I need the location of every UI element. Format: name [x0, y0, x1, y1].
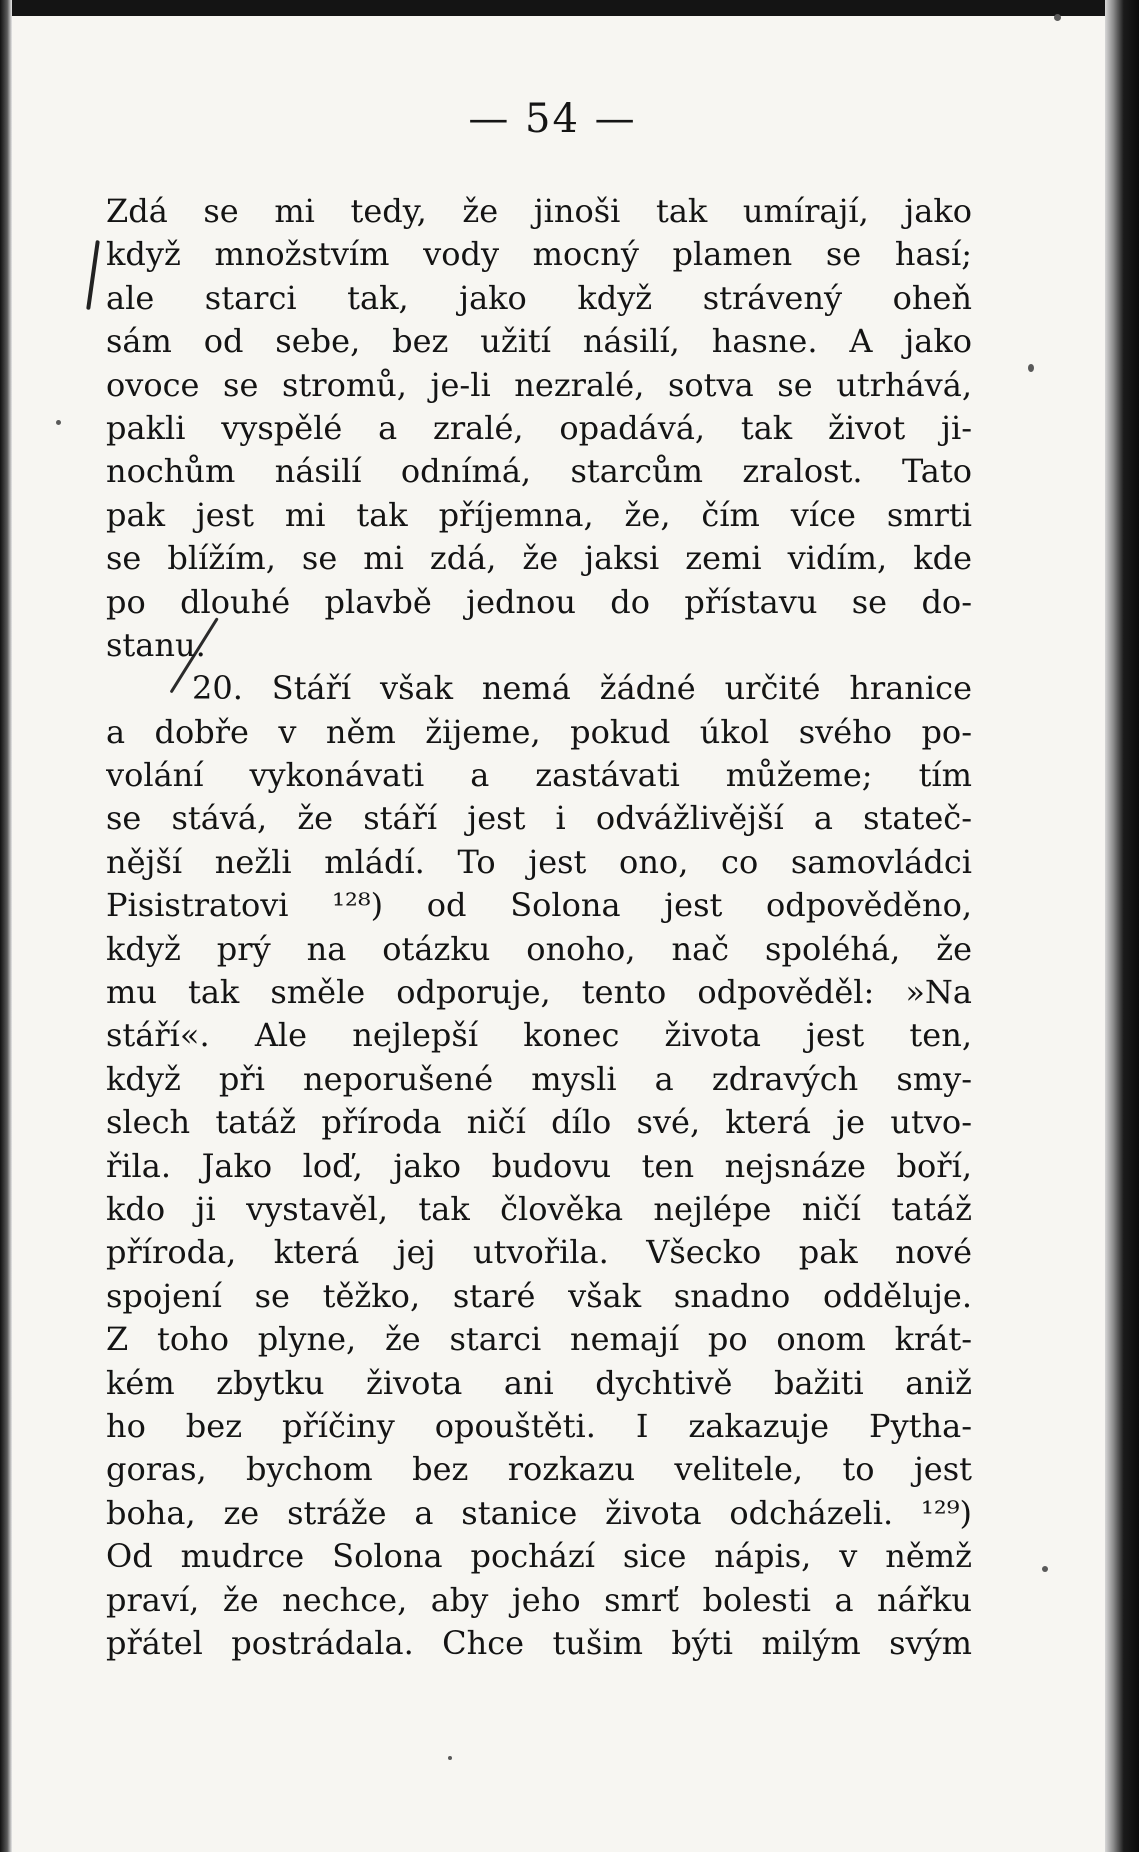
text-line: kém zbytku života ani dychtivě bažiti aniž — [106, 1363, 972, 1402]
page-number: — 54 — — [468, 96, 637, 142]
text-line: přátel postrádala. Chce tušim býti milým svým — [106, 1623, 972, 1662]
text-line: Z toho plyne, že starci nemají po onom krát- — [106, 1320, 972, 1359]
text-line: pak jest mi tak příjemna, že, čím více smrti — [106, 495, 972, 534]
text-line: praví, že nechce, aby jeho smrť bolesti a nářku — [106, 1580, 972, 1619]
text-line: volání vykonávati a zastávati můžeme; tím — [106, 756, 972, 795]
text-line: po dlouhé plavbě jednou do přístavu se do- — [106, 582, 972, 621]
dust-speck — [1042, 1566, 1048, 1572]
dust-speck — [1054, 14, 1061, 21]
text-line: sám od sebe, bez užití násilí, hasne. A jako — [106, 322, 972, 361]
text-line: a dobře v něm žijeme, pokud úkol svého po- — [106, 712, 972, 751]
text-line: ale starci tak, jako když strávený oheň — [106, 278, 972, 317]
dust-speck — [1028, 364, 1034, 372]
text-line: Pisistratovi ¹²⁸) od Solona jest odpověděno, — [106, 886, 972, 925]
text-line: nější nežli mládí. To jest ono, co samovládci — [106, 842, 972, 881]
text-line: když množstvím vody mocný plamen se hasí; — [106, 235, 972, 274]
scan-edge-top — [0, 0, 1139, 16]
text-line: když při neporušené mysli a zdravých smy- — [106, 1059, 972, 1098]
text-line: ovoce se stromů, je-li nezralé, sotva se utrhává, — [106, 365, 972, 404]
text-line: ho bez příčiny opouštěti. I zakazuje Pytha- — [106, 1406, 972, 1445]
scan-edge-right — [1105, 0, 1139, 1852]
body-text — [106, 190, 972, 1665]
text-line: boha, ze stráže a stanice života odcházeli. ¹²⁹) — [106, 1493, 972, 1532]
text-line: Od mudrce Solona pochází sice nápis, v němž — [106, 1537, 972, 1576]
margin-pencil-mark — [86, 240, 100, 310]
text-line: stáří«. Ale nejlepší konec života jest ten, — [106, 1016, 972, 1055]
dust-speck — [56, 420, 61, 425]
text-line: Zdá se mi tedy, že jinoši tak umírají, jako — [106, 192, 972, 230]
text-line: stanu. — [106, 625, 206, 664]
text-line: se stává, že stáří jest i odvážlivější a stateč- — [106, 799, 972, 838]
dust-speck — [448, 1756, 452, 1760]
text-line: goras, bychom bez rozkazu velitele, to jest — [106, 1450, 972, 1489]
text-line: nochům násilí odnímá, starcům zralost. Tato — [106, 452, 972, 491]
scan-edge-left — [0, 0, 12, 1852]
text-line: řila. Jako loď, jako budovu ten nejsnáze boří, — [106, 1146, 972, 1185]
text-line: kdo ji vystavěl, tak člověka nejlépe ničí tatáž — [106, 1189, 972, 1228]
text-line: příroda, která jej utvořila. Všecko pak nové — [106, 1233, 972, 1272]
text-line: 20. Stáří však nemá žádné určité hranice — [192, 669, 972, 708]
text-line: když prý na otázku onoho, nač spoléhá, že — [106, 929, 972, 968]
text-line: se blížím, se mi zdá, že jaksi zemi vidím, kde — [106, 539, 972, 578]
text-line: slech tatáž příroda ničí dílo své, která je utvo- — [106, 1103, 972, 1142]
text-line: pakli vyspělé a zralé, opadává, tak život ji- — [106, 408, 972, 447]
text-line: spojení se těžko, staré však snadno odděluje. — [106, 1276, 972, 1315]
text-line: mu tak směle odporuje, tento odpověděl: »Na — [106, 973, 972, 1012]
